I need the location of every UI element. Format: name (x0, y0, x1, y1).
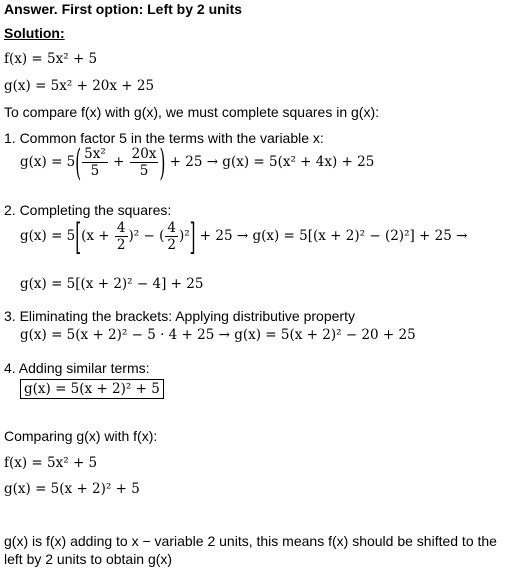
answer-heading: Answer. First option: Left by 2 units (4, 1, 243, 17)
frac-num: 4 (167, 220, 176, 236)
step1-expr-start: g(x) = 5 (20, 154, 76, 170)
step2-title: 2. Completing the squares: (4, 202, 172, 218)
intro-text: To compare f(x) with g(x), we must complete squares in g(x): (4, 104, 380, 120)
frac-num: 20x (131, 146, 157, 162)
step2-frac1 (115, 220, 128, 253)
step2-inner-a: (x + (81, 228, 110, 244)
open-bracket: [ (75, 214, 82, 259)
open-paren: ( (75, 140, 82, 185)
compare-f: f(x) = 5x² + 5 (4, 455, 98, 471)
step1-title: 1. Common factor 5 in the terms with the variable x: (4, 130, 324, 146)
frac-den: 2 (116, 237, 126, 253)
frac-den: 5 (90, 163, 100, 179)
step4-title: 4. Adding similar terms: (4, 360, 150, 376)
step1-expr-end: + 25 → g(x) = 5(x² + 4x) + 25 (169, 154, 375, 170)
f-definition: f(x) = 5x² + 5 (4, 51, 98, 67)
boxed-result: g(x) = 5(x + 2)² + 5 (20, 379, 164, 399)
step2-inner-c: )² (178, 228, 190, 244)
step2-line2: g(x) = 5[(x + 2)² − 4] + 25 (20, 276, 204, 292)
step2-expr-end: + 25 → g(x) = 5[(x + 2)² − (2)²] + 25 → (199, 228, 468, 244)
step2-inner-b: )² − ( (128, 228, 165, 244)
conclusion-line1: g(x) is f(x) adding to x − variable 2 units, this means f(x) should be shifted to the (4, 533, 497, 549)
step1-frac2 (130, 146, 159, 179)
step3-title: 3. Eliminating the brackets: Applying distributive property (4, 308, 355, 324)
step3-expression: g(x) = 5(x + 2)² − 5 · 4 + 25 → g(x) = 5(x + 2)² − 20 + 25 (20, 327, 416, 343)
solution-label: Solution: (4, 25, 65, 41)
close-bracket: ] (189, 214, 196, 259)
step4-result-box (20, 380, 164, 398)
compare-title: Comparing g(x) with f(x): (4, 428, 158, 444)
step2-frac2 (165, 220, 178, 253)
step2-expression (20, 214, 468, 259)
step2-expr-start: g(x) = 5 (20, 228, 76, 244)
frac-den: 2 (167, 237, 176, 253)
close-paren: ) (159, 140, 166, 185)
frac-den: 5 (139, 163, 149, 179)
conclusion-line2: left by 2 units to obtain g(x) (4, 551, 173, 567)
frac-num: 5x² (84, 146, 106, 162)
compare-g: g(x) = 5(x + 2)² + 5 (4, 481, 140, 497)
step1-frac1 (82, 146, 108, 179)
step1-plus: + (113, 154, 125, 170)
step1-expression (20, 140, 375, 185)
frac-num: 4 (116, 220, 126, 236)
g-definition: g(x) = 5x² + 20x + 25 (4, 78, 155, 94)
